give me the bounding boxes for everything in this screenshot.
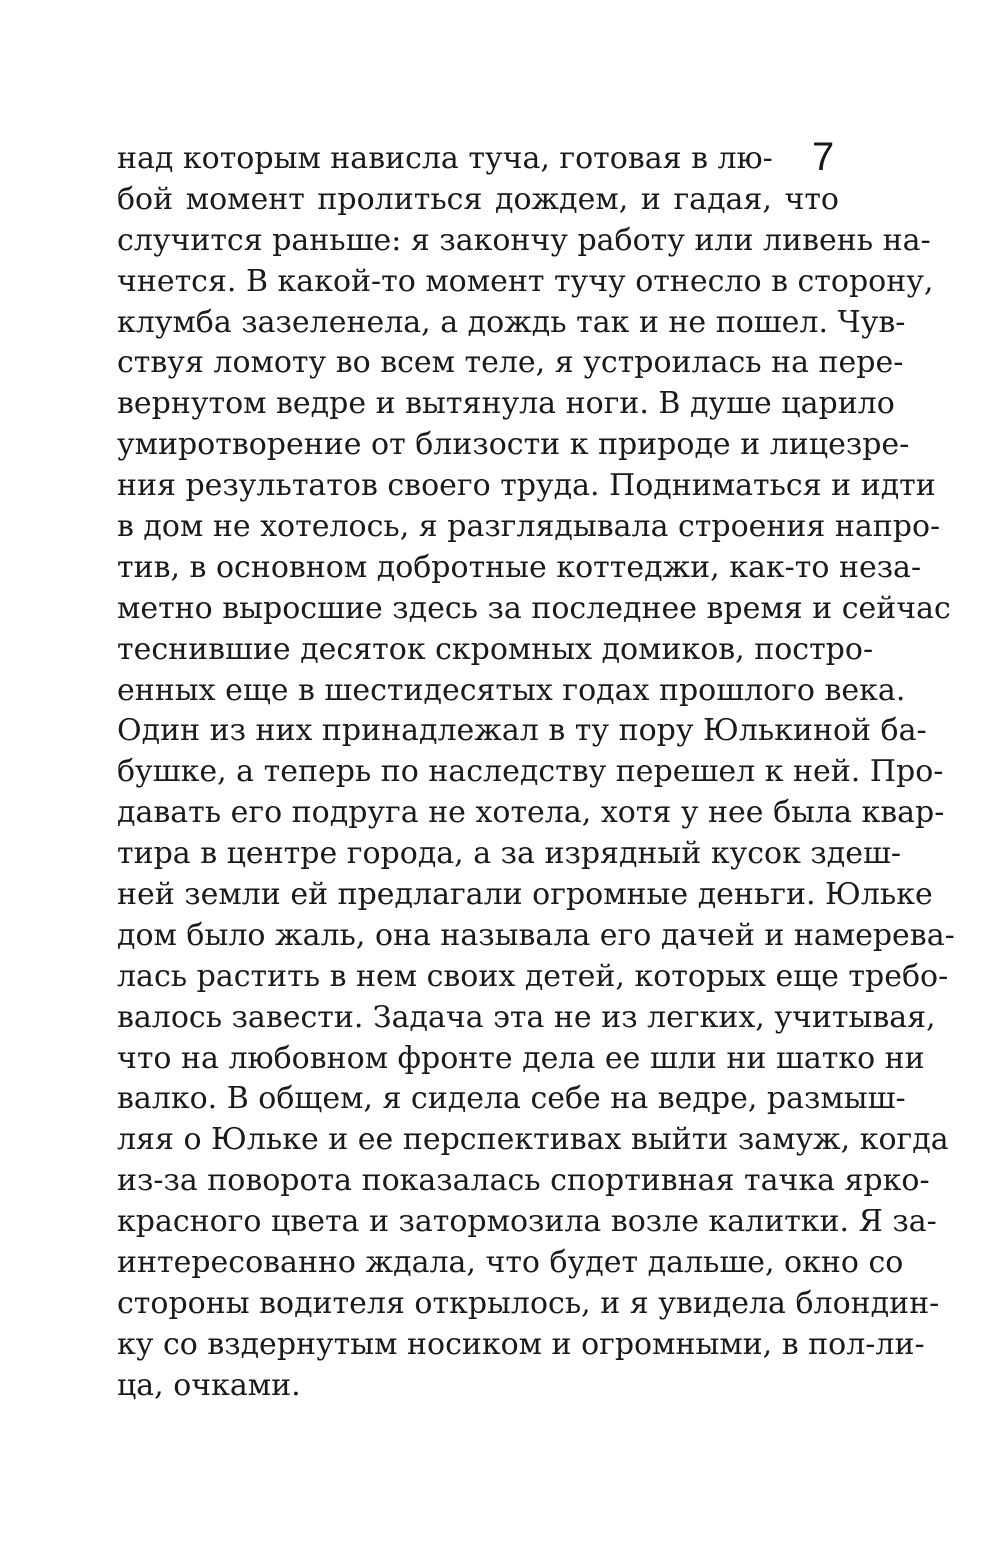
text-line: вернутом ведре и вытянула ноги. В душе царило bbox=[117, 386, 895, 422]
text-line: клумба зазеленела, а дождь так и не пошел. Чув- bbox=[117, 304, 906, 340]
text-line: енных еще в шестидесятых годах прошлого века. bbox=[117, 672, 906, 708]
text-line: ца, очками. bbox=[117, 1367, 301, 1403]
text-line: бушке, а теперь по наследству перешел к ней. Про- bbox=[117, 754, 944, 790]
text-line: случится раньше: я закончу работу или ливень на- bbox=[117, 222, 931, 258]
text-line: чнется. В какой-то момент тучу отнесло в сторону, bbox=[117, 263, 934, 299]
text-line: красного цвета и затормозила возле калитки. Я за- bbox=[117, 1204, 937, 1240]
text-line: умиротворение от близости к природе и лицезре- bbox=[117, 427, 910, 463]
text-line: лась растить в нем своих детей, которых еще требо- bbox=[117, 958, 949, 994]
text-line: что на любовном фронте дела ее шли ни шатко ни bbox=[117, 1040, 925, 1076]
text-line: над которым нависла туча, готовая в лю- bbox=[117, 141, 773, 176]
text-line: стороны водителя открылось, и я увидела блондин- bbox=[117, 1285, 940, 1321]
text-line: ку со вздернутым носиком и огромными, в пол-ли- bbox=[117, 1326, 925, 1362]
text-line: ствуя ломоту во всем теле, я устроилась на пере- bbox=[117, 345, 904, 381]
text-line: в дом не хотелось, я разглядывала строения напро- bbox=[117, 509, 941, 545]
text-line: дом было жаль, она называла его дачей и намерева- bbox=[117, 917, 955, 953]
text-line: ней земли ей предлагали огромные деньги. Юльке bbox=[117, 877, 933, 913]
page-number: 7 bbox=[812, 135, 835, 179]
text-line: Один из них принадлежал в ту пору Юлькиной ба- bbox=[117, 713, 927, 749]
text-line: валось завести. Задача эта не из легких, учитывая, bbox=[117, 999, 936, 1035]
text-line: бой момент пролиться дождем, и гадая, что bbox=[117, 181, 839, 217]
text-line: из-за поворота показалась спортивная тачка ярко- bbox=[117, 1163, 930, 1199]
text-line: тив, в основном добротные коттеджи, как-то неза- bbox=[117, 549, 922, 585]
text-line: интересованно ждала, что будет дальше, окно со bbox=[117, 1245, 904, 1281]
text-line: ния результатов своего труда. Подниматься и идти bbox=[117, 468, 936, 504]
text-line: ляя о Юльке и ее перспективах выйти замуж, когда bbox=[117, 1122, 949, 1158]
text-line: тира в центре города, а за изрядный кусок здеш- bbox=[117, 836, 901, 872]
text-line: валко. В общем, я сидела себе на ведре, размыш- bbox=[117, 1081, 906, 1117]
text-line: давать его подруга не хотела, хотя у нее была квар- bbox=[117, 795, 945, 831]
text-line: метно выросшие здесь за последнее время и сейчас bbox=[117, 590, 951, 626]
body-text bbox=[117, 139, 955, 1407]
text-line: теснившие десяток скромных домиков, постро- bbox=[117, 631, 874, 667]
